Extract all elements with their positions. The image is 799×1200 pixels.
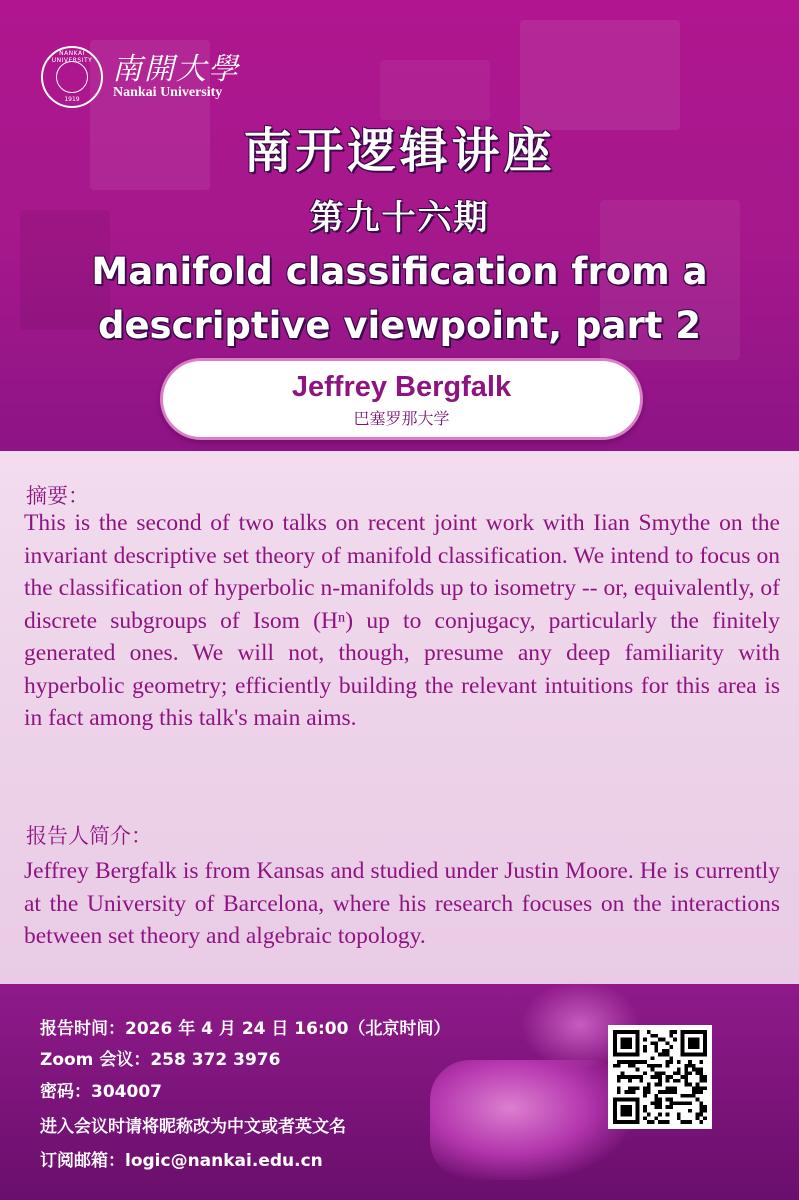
seal-ring-text: NANKAI UNIVERSITY <box>51 50 93 64</box>
background-block <box>380 60 490 120</box>
speaker-name: Jeffrey Bergfalk <box>291 371 512 403</box>
seal-inner-ring <box>56 61 88 93</box>
qr-code-graphic <box>613 1030 707 1124</box>
talk-title: Manifold classification from a descriptive viewpoint, part 2 <box>91 250 708 347</box>
talk-time: 报告时间：2026 年 4 月 24 日 16:00（北京时间） <box>40 1019 451 1039</box>
university-seal-icon <box>41 46 103 108</box>
abstract-text: This is the second of two talks on recent joint work with Iian Smythe on the invariant descriptive set theory of manifold classification. We intend to focus on the classification of hyperbolic n-manifolds up to isometry -- or, equivalently, of discrete subgroups of Isom (Hⁿ) up to conjugacy, particularly the finitely generated ones. We will not, though, presume any deep familiarity with hyperbolic geometry; efficiently building the relevant intuitions for this area is in fact among this talk's main aims. <box>24 510 780 731</box>
meeting-password: 密码：304007 <box>40 1082 162 1102</box>
subscription-email: 订阅邮箱：logic@nankai.edu.cn <box>40 1151 323 1171</box>
puzzle-piece-icon <box>430 1060 630 1180</box>
zoom-meeting-id: Zoom 会议：258 372 3976 <box>40 1050 281 1070</box>
speaker-card <box>160 358 643 440</box>
speaker-affiliation: 巴塞罗那大学 <box>353 409 450 428</box>
university-name-en: Nankai University <box>113 85 223 100</box>
abstract-heading: 摘要： <box>26 484 89 508</box>
bio-text: Jeffrey Bergfalk is from Kansas and studied under Justin Moore. He is currently at the University of Barcelona, where his research focuses on the interactions between set theory and algebraic topology. <box>24 858 780 949</box>
seal-year: 1919 <box>64 96 80 103</box>
university-name-cn: 南開大學 <box>112 52 240 87</box>
bio-heading: 报告人简介： <box>26 824 152 848</box>
qr-code-icon[interactable] <box>608 1025 712 1129</box>
nickname-note: 进入会议时请将昵称改为中文或者英文名 <box>40 1117 346 1137</box>
series-title: 南开逻辑讲座 <box>243 123 556 179</box>
issue-number: 第九十六期 <box>309 198 490 238</box>
